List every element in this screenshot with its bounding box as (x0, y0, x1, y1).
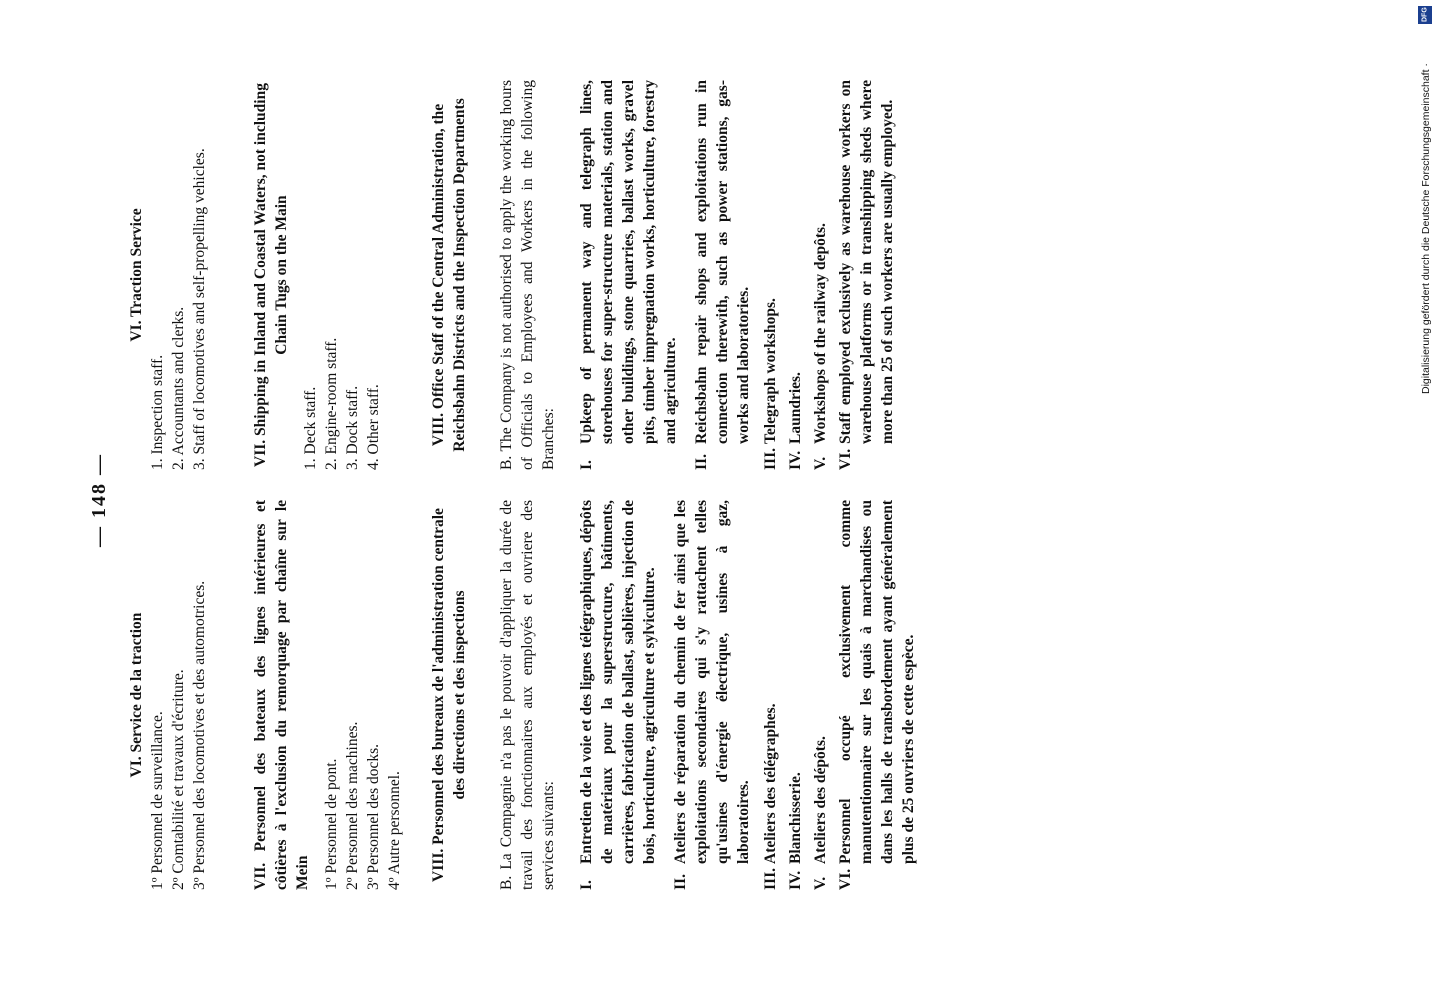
fr-s7-item: 1º Personnel de pont. (323, 758, 340, 890)
fr-roman-item: VI. Personnel occupé exclusivement comme manutentionnaire sur les quais à marchandises ou dans les halls de transbordement ayant généralement plus de 25 ouvriers de cette espèce. (837, 500, 917, 890)
credit-text: Digitalisierung gefördert durch die Deutsche Forschungsgemeinschaft · (1420, 63, 1432, 394)
en-roman-item: III. Telegraph workshops. (762, 298, 779, 470)
fr-section-8 (428, 500, 470, 890)
en-s6-heading: VI. Traction Service (128, 208, 145, 342)
en-s6-item: 2. Accountants and clerks. (170, 306, 187, 470)
en-s7-heading: VII. Shipping in Inland and Coastal Waters, not including Chain Tugs on the Main (252, 83, 290, 467)
fr-b-paragraph: B. La Compagnie n'a pas le pouvoir d'appliquer la durée de travail des fonctionnaires aux employés et ouvriere des services suivants: (498, 500, 557, 890)
fr-roman-item: I. Entretien de la voie et des lignes télégraphiques, dépôts de matériaux pour la superstructure, bâtiments, carrières, fabrication de ballast, sablières, injection de bois, horticulture, agriculture et sylviculture. (578, 500, 658, 890)
en-section-8 (428, 80, 470, 470)
page-number: — 148 — (88, 453, 110, 547)
en-s7-item: 4. Other staff. (365, 384, 382, 470)
en-roman-item: VI. Staff employed exclusively as warehouse workers on warehouse platforms or in transhipping sheds where more than 25 of such workers are usually employed. (837, 80, 896, 470)
fr-s6-heading: VI. Service de la traction (128, 612, 145, 778)
fr-roman-item: II. Ateliers de réparation du chemin de fer ainsi que les exploitations secondaires qui s'y rattachent telles qu'usines d'énergie électrique, usines à gaz, laboratoires. (672, 500, 752, 890)
en-section-7 (250, 80, 384, 470)
en-s8-heading: VIII. Office Staff of the Central Administration, the Reichsbahn Districts and the Inspection Departments (430, 98, 468, 452)
fr-s7-item: 4º Autre personnel. (386, 771, 403, 890)
en-roman-item: IV. Laundries. (787, 372, 804, 470)
en-s6-item: 1. Inspection staff. (149, 354, 166, 470)
en-roman-item: I. Upkeep of permanent way and telegraph lines, storehouses for super-structure materials, station and other buildings, stone quarries, ballast works, gravel pits, timber impregnation works, horticulture, forestry and agriculture. (578, 80, 679, 470)
fr-s7-item: 3º Personnel des docks. (365, 743, 382, 890)
fr-s6-item: 2º Comtabilité et travaux d'écriture. (170, 669, 187, 890)
en-s7-item: 3. Dock staff. (344, 385, 361, 470)
en-roman-item: V. Workshops of the railway depôts. (812, 223, 829, 470)
fr-roman-item: III. Ateliers des télégraphes. (762, 703, 779, 890)
fr-roman-item: V. Ateliers des dépôts. (812, 736, 829, 890)
digitization-credit (1418, 6, 1434, 394)
fr-roman-list (576, 500, 919, 890)
en-s6-item: 3. Staff of locomotives and self-propelling vehicles. (191, 148, 208, 470)
en-b-paragraph: B. The Company is not authorised to apply the working hours of Officials to Employees and Workers in the following Branches: (498, 80, 557, 470)
fr-s6-item: 1º Personnel de surveillance. (149, 711, 166, 890)
fr-s8-heading: VIII. Personnel des bureaux de l'administration centrale des directions et des inspections (430, 508, 468, 882)
dfg-logo-icon: DFG (1418, 6, 1432, 24)
fr-s7-item: 2º Personnel des machines. (344, 721, 361, 890)
en-s7-item: 2. Engine-room staff. (323, 337, 340, 470)
en-section-6 (126, 80, 210, 470)
fr-s6-item: 3º Personnel des locomotives et des automotrices. (191, 580, 208, 890)
en-roman-item: II. Reichsbahn repair shops and exploitations run in connection therewith, such as power stations, gas-works and laboratories. (693, 80, 752, 470)
fr-s7-heading: VII. Personnel des bateaux des lignes intérieures et côtières à l'exclusion du remorquage par chaîne sur le Mein (252, 500, 311, 890)
en-roman-list (576, 80, 898, 470)
fr-section-6 (126, 500, 210, 890)
fr-section-7 (250, 500, 405, 890)
en-s7-item: 1. Deck staff. (302, 386, 319, 470)
fr-roman-item: IV. Blanchisserie. (787, 772, 804, 890)
